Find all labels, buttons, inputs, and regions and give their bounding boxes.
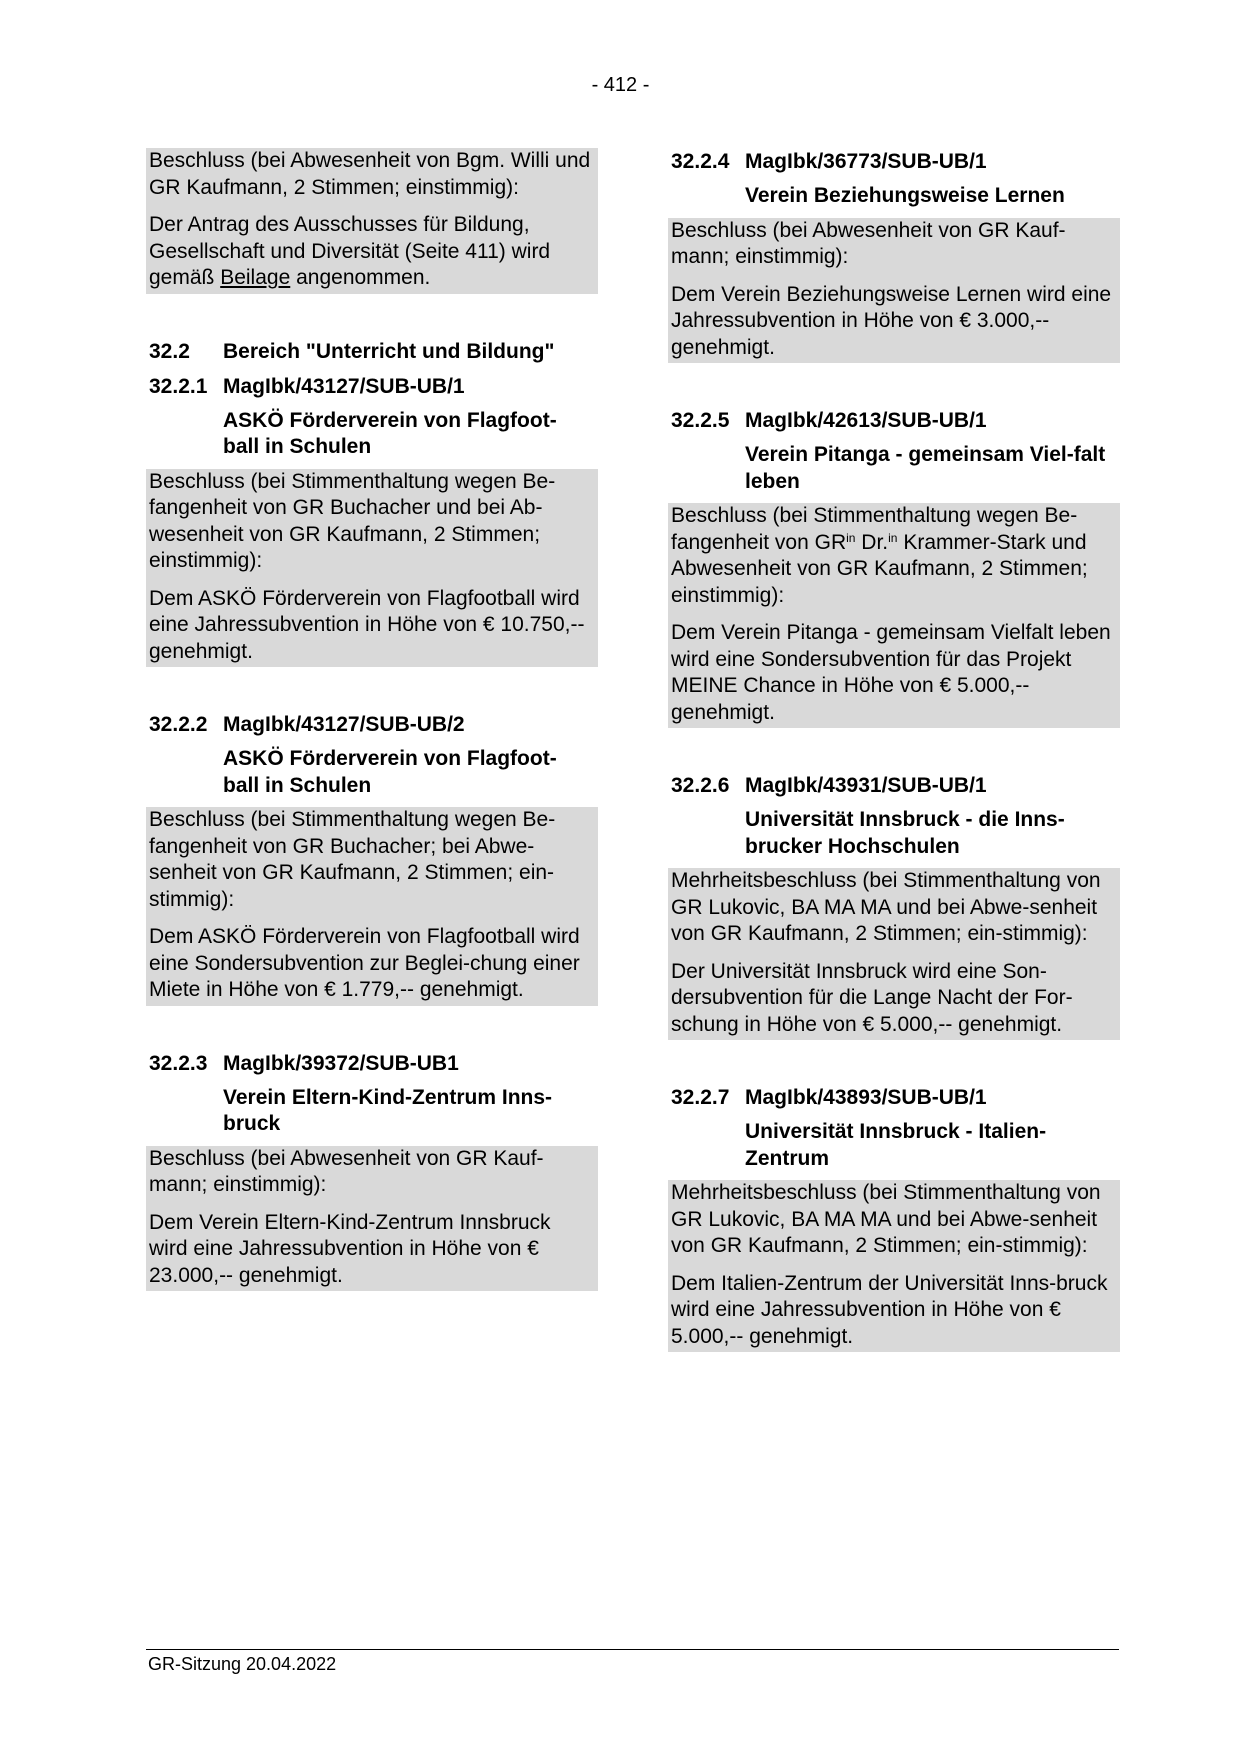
page-number: - 412 -	[591, 74, 650, 96]
item-block	[668, 503, 1120, 728]
item-heading: 32.2.7 MagIbk/43893/SUB-UB/1	[671, 1086, 987, 1109]
item-title: ASKÖ Förderverein von Flagfoot-ball in Schulen	[223, 408, 557, 458]
decision-text: Beschluss (bei Stimmenthaltung wegen Be-fangenheit von GR Buchacher; bei Abwe-senheit von GR Kaufmann, 2 Stimmen; ein-stimmig):	[149, 808, 556, 911]
footer-divider	[146, 1649, 1119, 1650]
footer-text: GR-Sitzung 20.04.2022	[148, 1654, 337, 1674]
decision-text: Mehrheitsbeschluss (bei Stimmenthaltung von GR Lukovic, BA MA MA und bei Abwe-senheit von GR Kaufmann, 2 Stimmen; ein-stimmig):	[671, 1181, 1101, 1257]
resolution-text: Dem Verein Beziehungsweise Lernen wird eine Jahressubvention in Höhe von € 3.000,-- genehmigt.	[671, 282, 1112, 359]
decision-text: Beschluss (bei Abwesenheit von GR Kauf-mann; einstimmig):	[149, 1146, 544, 1196]
item-title: Verein Beziehungsweise Lernen	[745, 184, 1065, 207]
resolution-text: Dem ASKÖ Förderverein von Flagfootball wird eine Jahressubvention in Höhe von € 10.750,-- genehmigt.	[149, 586, 585, 663]
item-heading: 32.2.1 MagIbk/43127/SUB-UB/1	[149, 374, 465, 398]
resolution-text: Dem ASKÖ Förderverein von Flagfootball wird eine Sondersubvention zur Beglei-chung einer Miete in Höhe von € 1.779,-- genehmigt.	[149, 925, 580, 1001]
resolution-text: Dem Verein Pitanga - gemeinsam Vielfalt leben wird eine Sondersubvention für das Projekt MEINE Chance in Höhe von € 5.000,-- genehmigt.	[671, 621, 1111, 724]
section-heading: 32.2 Bereich "Unterricht und Bildung"	[149, 339, 555, 363]
item-block	[146, 1146, 598, 1292]
decision-text: Beschluss (bei Stimmenthaltung wegen Be-fangenheit von $GR^{in}$ Dr.$^{in}$ Krammer-Stark und Abwesenheit von GR Kaufmann, 2 Stimmen; einstimmig):	[671, 504, 1088, 607]
item-heading: 32.2.6 MagIbk/43931/SUB-UB/1	[671, 774, 987, 797]
beilage-link[interactable]: Beilage	[220, 266, 291, 289]
item-heading: 32.2.3 MagIbk/39372/SUB-UB1	[149, 1051, 459, 1075]
item-heading: 32.2.2 MagIbk/43127/SUB-UB/2	[149, 713, 465, 736]
left-column	[146, 148, 598, 1291]
item-heading: 32.2.4 MagIbk/36773/SUB-UB/1	[671, 150, 987, 173]
decision-text: Mehrheitsbeschluss (bei Stimmenthaltung von GR Lukovic, BA MA MA und bei Abwe-senheit von GR Kaufmann, 2 Stimmen; ein-stimmig):	[671, 869, 1101, 945]
right-column	[668, 148, 1120, 1352]
item-title: Verein Eltern-Kind-Zentrum Inns-bruck	[223, 1085, 553, 1135]
item-title: Universität Innsbruck - die Inns-brucker Hochschulen	[745, 808, 1065, 858]
intro-block	[146, 148, 598, 294]
item-block	[668, 868, 1120, 1040]
decision-text: Beschluss (bei Abwesenheit von GR Kauf-mann; einstimmig):	[671, 218, 1066, 268]
item-block	[668, 218, 1120, 364]
item-block	[668, 1180, 1120, 1352]
resolution-text: Dem Verein Eltern-Kind-Zentrum Innsbruck wird eine Jahressubvention in Höhe von € 23.000,-- genehmigt.	[149, 1210, 551, 1287]
decision-text: Beschluss (bei Stimmenthaltung wegen Be-fangenheit von GR Buchacher und bei Ab-wesenheit von GR Kaufmann, 2 Stimmen; einstimmig):	[149, 469, 556, 572]
decision-text: Beschluss (bei Abwesenheit von Bgm. Willi und GR Kaufmann, 2 Stimmen; einstimmig):	[149, 149, 591, 199]
item-title: Verein Pitanga - gemeinsam Viel-falt leben	[745, 443, 1106, 493]
item-heading: 32.2.5 MagIbk/42613/SUB-UB/1	[671, 409, 987, 432]
item-block	[146, 807, 598, 1006]
resolution-text: Der Universität Innsbruck wird eine Son-dersubvention für die Lange Nacht der For-schung in Höhe von € 5.000,-- genehmigt.	[671, 959, 1073, 1036]
resolution-text: Dem Italien-Zentrum der Universität Inns-bruck wird eine Jahressubvention in Höhe von € 5.000,-- genehmigt.	[671, 1271, 1108, 1348]
resolution-text: Der Antrag des Ausschusses für Bildung, Gesellschaft und Diversität (Seite 411) wird gemäß Beilage angenommen.	[149, 213, 551, 289]
item-block	[146, 469, 598, 668]
item-title: Universität Innsbruck - Italien-Zentrum	[745, 1120, 1047, 1170]
item-title: ASKÖ Förderverein von Flagfoot-ball in Schulen	[223, 747, 557, 797]
